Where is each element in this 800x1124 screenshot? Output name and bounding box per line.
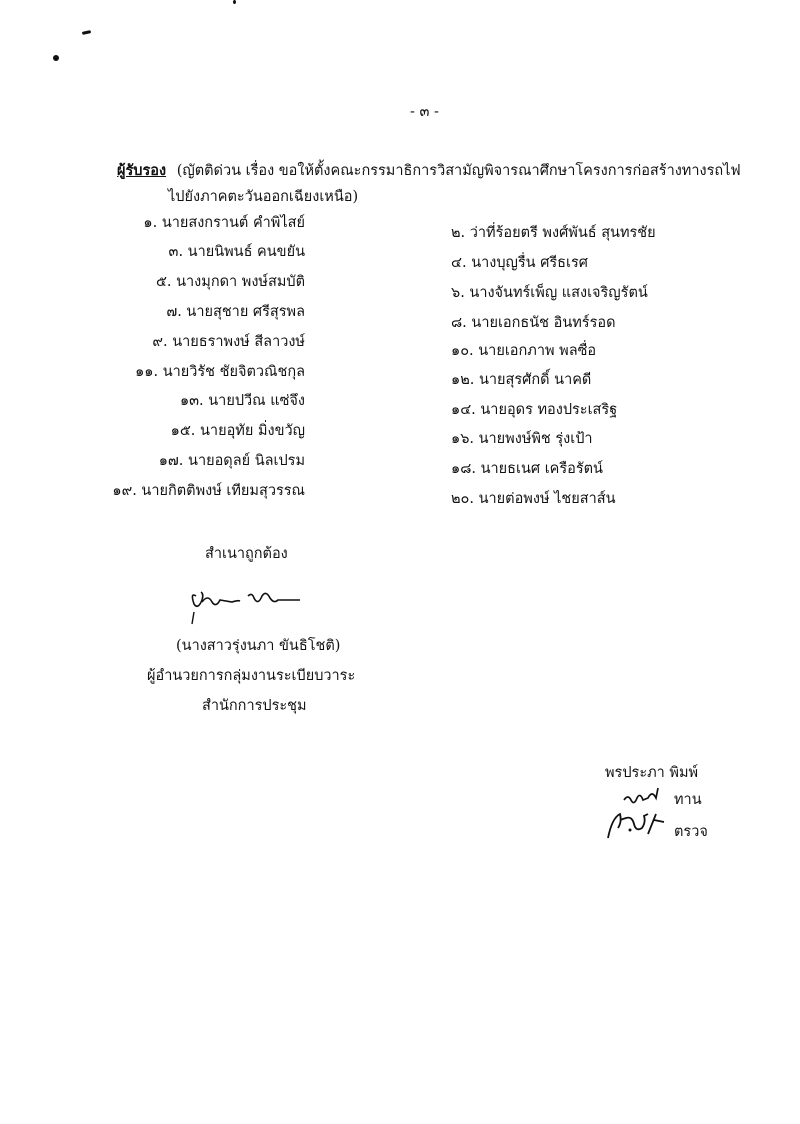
signer-right-4: ๘. นายเอกธนัช อินทร์รอด (451, 315, 616, 331)
review-label: ทาน (674, 792, 702, 808)
signer-right-9: ๑๘. นายธเนศ เครือรัตน์ (451, 461, 603, 477)
handwritten-signature (188, 582, 308, 626)
page-number: - ๓ - (410, 104, 439, 120)
signer-left-3: ๕. นางมุกดา พงษ์สมบัติ (155, 274, 305, 290)
certifier-position: ผู้อำนวยการกลุ่มงานระเบียบวาระ (147, 668, 356, 684)
signer-right-7: ๑๔. นายอุดร ทองประเสริฐ (451, 402, 618, 418)
signer-right-8: ๑๖. นายพงษ์พิช รุ่งเป้า (451, 431, 593, 447)
signer-left-9: ๑๗. นายอดุลย์ นิลเปรม (158, 453, 305, 469)
signer-left-2: ๓. นายนิพนธ์ คนขยัน (168, 244, 305, 260)
heading-line-2: ไปยังภาคตะวันออกเฉียงเหนือ) (168, 189, 359, 205)
signer-right-1: ๒. ว่าที่ร้อยตรี พงศ์พันธ์ สุนทรชัย (451, 225, 656, 241)
reviewer-initials (622, 784, 662, 810)
certifier-office: สำนักการประชุม (202, 698, 307, 714)
signer-right-6: ๑๒. นายสุรศักดิ์ นาคดี (451, 372, 592, 388)
signer-right-5: ๑๐. นายเอกภาพ พลซื่อ (451, 343, 597, 359)
signer-left-6: ๑๑. นายวิรัช ชัยจิตวณิชกุล (135, 364, 305, 380)
heading-label: ผู้รับรอง (117, 162, 167, 179)
signer-left-10: ๑๙. นายกิตติพงษ์ เทียมสุวรรณ (112, 483, 305, 499)
heading-line-1 (117, 162, 741, 180)
signer-left-7: ๑๓. นายปวีณ แซ่จึง (179, 393, 305, 409)
certified-copy-title: สำเนาถูกต้อง (205, 546, 288, 562)
certifier-name: (นางสาวรุ่งนภา ขันธิโชติ) (176, 638, 341, 654)
check-label: ตรวจ (674, 824, 708, 840)
signer-right-2: ๔. นางบุญรื่น ศรีธเรศ (451, 255, 588, 271)
checker-initials (604, 808, 670, 840)
signer-left-8: ๑๕. นายอุทัย มิ่งขวัญ (170, 423, 305, 439)
scan-speck (53, 55, 59, 61)
signer-right-10: ๒๐. นายต่อพงษ์ ไชยสาส์น (451, 491, 616, 507)
heading-text: (ญัตติด่วน เรื่อง ขอให้ตั้งคณะกรรมาธิการวิสามัญพิจารณาศึกษาโครงการก่อสร้างทางรถไฟ (176, 163, 741, 179)
scan-speck (82, 30, 91, 35)
signer-left-1: ๑. นายสงกรานต์ คำพิไสย์ (143, 215, 305, 231)
scan-speck (233, 0, 236, 4)
typist-note: พรประภา พิมพ์ (605, 765, 699, 781)
signer-right-3: ๖. นางจันทร์เพ็ญ แสงเจริญรัตน์ (451, 285, 648, 301)
signer-left-4: ๗. นายสุชาย ศรีสุรพล (166, 304, 305, 320)
signer-left-5: ๙. นายธราพงษ์ สีลาวงษ์ (152, 334, 305, 350)
signer-list (0, 214, 800, 514)
